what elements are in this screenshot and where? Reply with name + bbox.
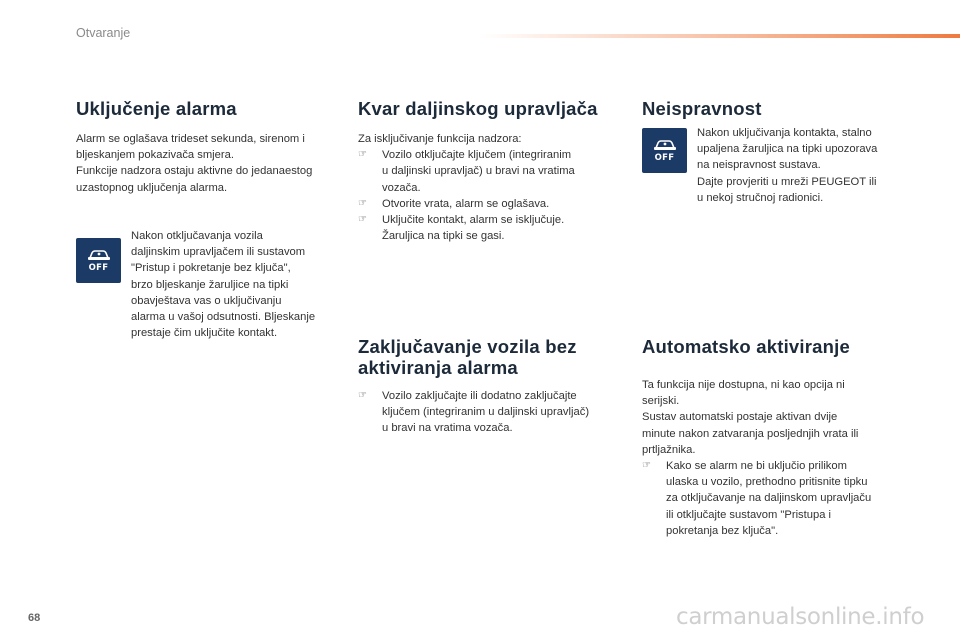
pointing-hand-icon: ☞ xyxy=(358,390,367,401)
alarm-on-paragraph xyxy=(76,131,346,196)
alarm-on-note xyxy=(131,228,346,341)
header-accent-rule xyxy=(480,34,960,38)
section-title-auto-activation: Automatsko aktiviranje xyxy=(642,336,850,357)
text-line: Vozilo otključajte ključem (integriranim xyxy=(382,149,572,162)
text-line: brzo bljeskanje žaruljice na tipki xyxy=(131,278,289,291)
page-header-title: Otvaranje xyxy=(76,26,131,40)
text-line: prtljažnika. xyxy=(642,443,696,456)
section-lock-without-alarm xyxy=(358,336,623,437)
list-item xyxy=(358,388,623,437)
car-lock-icon xyxy=(86,248,112,262)
section-alarm-on xyxy=(76,98,346,196)
text-line: "Pristup i pokretanje bez ključa", xyxy=(131,262,291,275)
off-label: OFF xyxy=(654,153,675,163)
section-title-alarm-on: Uključenje alarma xyxy=(76,98,237,119)
text-line: daljinskim upravljačem ili sustavom xyxy=(131,246,306,259)
section-title-lock-without-alarm xyxy=(358,336,623,378)
page-number: 68 xyxy=(28,612,41,624)
text-line: alarma u vašoj odsutnosti. Bljeskanje xyxy=(131,311,316,324)
text-line: Nakon otključavanja vozila xyxy=(131,230,263,242)
section-remote-fault xyxy=(358,98,623,244)
watermark: carmanualsonline.info xyxy=(676,604,925,630)
title-line: aktiviranja alarma xyxy=(358,357,518,378)
text-line: za otključavanje na daljinskom upravljaču xyxy=(666,492,872,505)
text-line: ključem (integriranim u daljinski upravljač) xyxy=(382,406,590,419)
text-line: minute nakon zatvaranja posljednjih vrata ili xyxy=(642,427,859,440)
text-line: bljeskanjem pokazivača smjera. xyxy=(76,149,234,162)
text-line: ulaska u vozilo, prethodno pritisnite tipku xyxy=(666,476,868,489)
auto-activation-paragraph xyxy=(642,377,912,458)
alarm-off-icon xyxy=(642,128,687,173)
title-line: Zaključavanje vozila bez xyxy=(358,336,577,357)
text-line: Nakon uključivanja kontakta, stalno xyxy=(697,127,872,139)
section-malfunction xyxy=(642,98,912,119)
text-line: serijski. xyxy=(642,395,680,408)
text-line: Alarm se oglašava trideset sekunda, sirenom i xyxy=(76,133,305,145)
off-label: OFF xyxy=(88,263,109,273)
text-line: Otvorite vrata, alarm se oglašava. xyxy=(382,197,550,210)
alarm-off-icon xyxy=(76,238,121,283)
text-line: uzastopnog uključenja alarma. xyxy=(76,181,228,194)
text-line: ili otključajte sustavom "Pristupa i xyxy=(666,508,832,521)
remote-fault-intro: Za isključivanje funkcija nadzora: xyxy=(358,133,522,145)
text-line: Ta funkcija nije dostupna, ni kao opcija ni xyxy=(642,379,845,391)
malfunction-text xyxy=(697,125,912,206)
text-line: Uključite kontakt, alarm se isključuje. xyxy=(382,214,565,227)
text-line: Kako se alarm ne bi uključio prilikom xyxy=(666,460,847,473)
pointing-hand-icon: ☞ xyxy=(642,460,651,472)
text-line: Dajte provjeriti u mreži PEUGEOT ili xyxy=(697,175,877,188)
text-line: vozača. xyxy=(382,181,421,194)
pointing-hand-icon: ☞ xyxy=(358,214,367,226)
section-auto-activation xyxy=(642,336,912,539)
text-line: u bravi na vratima vozača. xyxy=(382,422,513,435)
text-line: Funkcije nadzora ostaju aktivne do jedanaestog xyxy=(76,165,313,178)
text-line: obavještava vas o uključivanju xyxy=(131,294,282,307)
list-item xyxy=(358,147,623,196)
text-line: Sustav automatski postaje aktivan dvije xyxy=(642,411,838,424)
list-item xyxy=(642,458,912,539)
text-line: u daljinski upravljač) u bravi na vratima xyxy=(382,165,575,178)
text-line: prestaje čim uključite kontakt. xyxy=(131,327,278,340)
text-line: u nekoj stručnoj radionici. xyxy=(697,191,824,204)
pointing-hand-icon: ☞ xyxy=(358,197,367,209)
text-line: na neispravnost sustava. xyxy=(697,159,821,172)
text-line: pokretanja bez ključa". xyxy=(666,524,779,537)
text-line: Vozilo zaključajte ili dodatno zaključajte xyxy=(382,390,577,402)
text-line: Žaruljica na tipki se gasi. xyxy=(382,230,505,243)
text-line: upaljena žaruljica na tipki upozorava xyxy=(697,143,878,156)
section-title-malfunction: Neispravnost xyxy=(642,98,762,119)
list-item xyxy=(358,212,623,244)
pointing-hand-icon: ☞ xyxy=(358,149,367,161)
list-item xyxy=(358,196,623,212)
car-lock-icon xyxy=(652,138,678,152)
section-title-remote-fault: Kvar daljinskog upravljača xyxy=(358,98,598,119)
